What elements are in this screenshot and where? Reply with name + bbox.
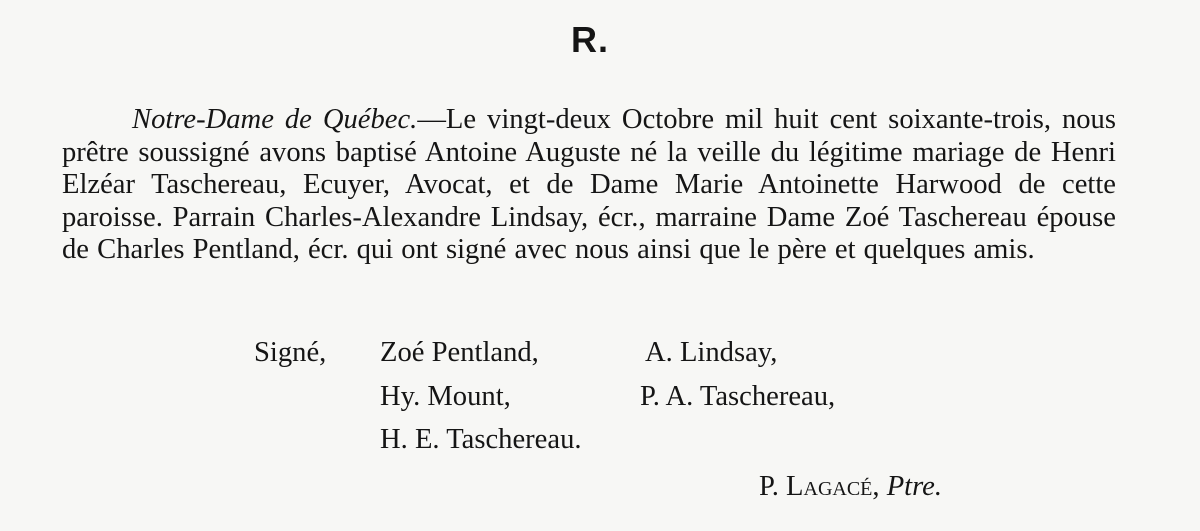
signature-zoe-pentland: Zoé Pentland, [380,337,539,368]
signature-hy-mount: Hy. Mount, [380,381,511,412]
section-letter: R. [571,19,609,60]
signature-h-e-taschereau: H. E. Taschereau. [380,424,582,455]
signature-a-lindsay: A. Lindsay, [645,337,778,368]
priest-name: P. Lagacé, [759,471,880,502]
signature-label: Signé, [254,337,327,368]
parish-name: Notre-Dame de Québec. [132,104,418,135]
entry-text: —Le vingt-deux Octobre mil huit cent soixante-trois, nous prêtre soussigné avons baptisé Antoine Auguste né la veille du légitime mariage de Henri Elzéar Taschereau, Ecuyer, Avocat, et de Dame Marie Antoinette Harwood de cette paroisse. Parrain Charles-Alexandre Lindsay, écr., marraine Dame Zoé Taschereau épouse de Charles Pentland, écr. qui ont signé avec nous ainsi que le père et quelques amis. [62,104,1116,265]
baptism-entry [62,104,1116,267]
priest-signature [759,471,942,503]
signature-p-a-taschereau: P. A. Taschereau, [640,381,836,412]
priest-title: Ptre. [886,471,943,502]
